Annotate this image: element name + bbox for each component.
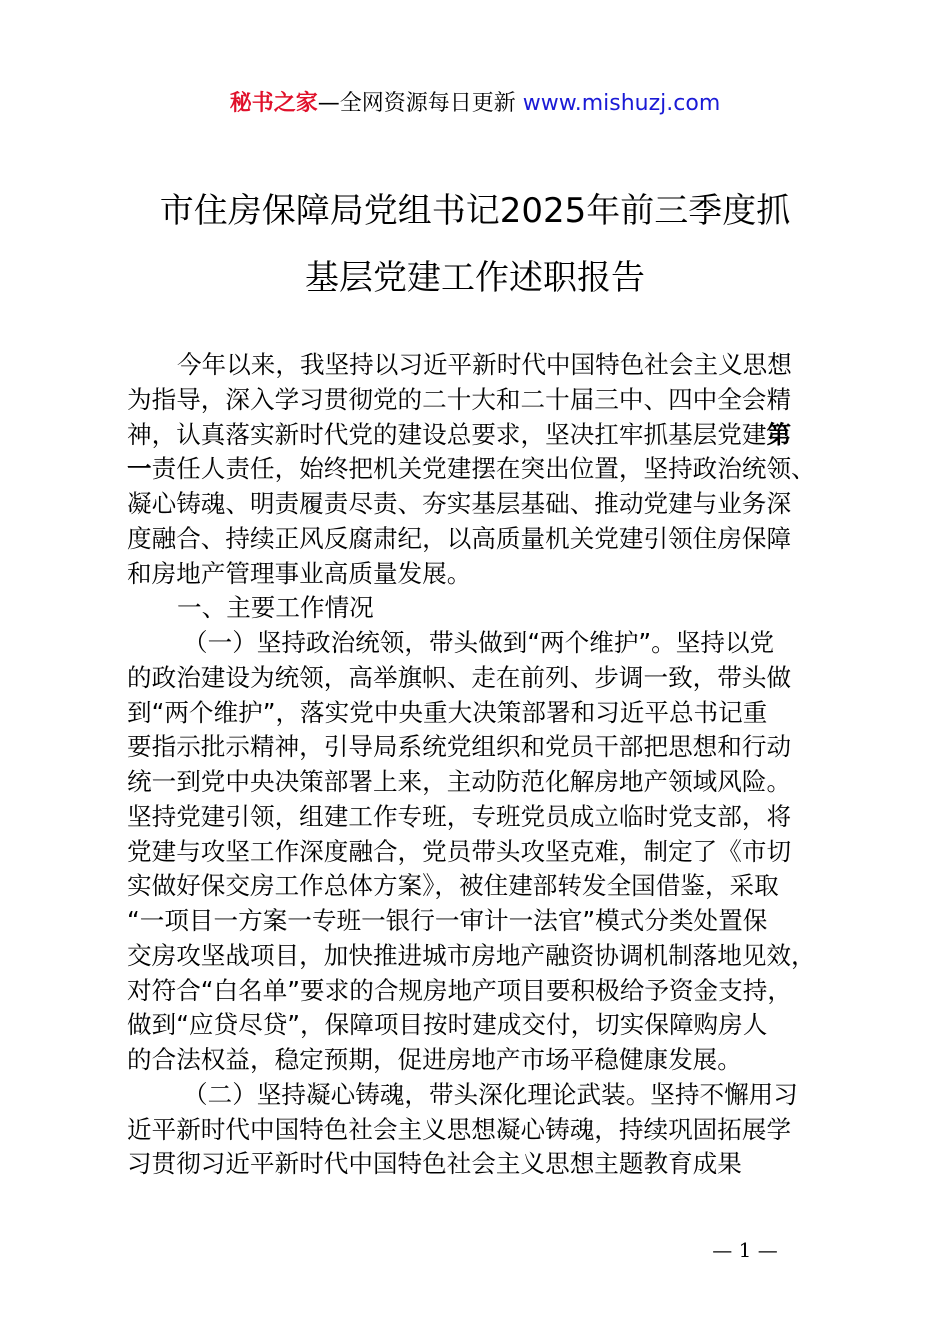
text-line: 交房攻坚战项目，加快推进城市房地产融资协调机制落地见效， <box>127 940 816 970</box>
document-title-line1: 市住房保障局党组书记2025年前三季度抓 <box>159 191 791 231</box>
text-line: 习贯彻习近平新时代中国特色社会主义思想主题教育成果 <box>127 1149 742 1179</box>
text-line: 坚持党建引领，组建工作专班，专班党员成立临时党支部，将 <box>127 801 792 831</box>
text-line <box>127 452 837 487</box>
text-line: 要指示批示精神，引导局系统党组织和党员干部把思想和行动 <box>127 732 792 762</box>
text-line: 凝心铸魂、明责履责尽责、夯实基层基础、推动党建与业务深 <box>127 489 792 518</box>
text-line: 实做好保交房工作总体方案》，被住建部转发全国借鉴，采取 <box>127 871 779 901</box>
text-line: “一项目一方案一专班一银行一审计一法官”模式分类处置保 <box>127 906 768 935</box>
text-segment: 责任人责任，始终把机关党建摆在突出位置，坚持政治统领、 <box>151 454 816 484</box>
subsection-heading: （二）坚持凝心铸魂，带头深化理论武装。坚持不懈用习 <box>183 1079 798 1109</box>
slogan: —全网资源每日更新 <box>317 91 523 116</box>
document-body <box>127 348 837 1182</box>
text-line: 对符合“白名单”要求的合规房地产项目要积极给予资金支持， <box>127 975 792 1005</box>
text-segment: 神，认真落实新时代党的建设总要求，坚决扛牢抓基层党建 <box>127 419 767 449</box>
text-line: 为指导，深入学习贯彻党的二十大和二十届三中、四中全会精 <box>127 384 792 414</box>
brand-name: 秘书之家 <box>229 91 318 116</box>
text-line: 统一到党中央决策部署上来，主动防范化解房地产领域风险。 <box>127 767 792 796</box>
text-line <box>127 418 837 453</box>
bold-text: 第 <box>766 419 792 449</box>
text-line: 和房地产管理事业高质量发展。 <box>127 558 472 588</box>
text-line: 的合法权益，稳定预期，促进房地产市场平稳健康发展。 <box>127 1045 742 1074</box>
bold-text: 一 <box>127 454 152 484</box>
text-line: 今年以来，我坚持以习近平新时代中国特色社会主义思想 <box>177 350 792 379</box>
text-line: 到“两个维护”，落实党中央重大决策部署和习近平总书记重 <box>127 697 768 727</box>
section-heading: 一、主要工作情况 <box>177 593 374 623</box>
text-line: 做到“应贷尽贷”，保障项目按时建成交付，切实保障购房人 <box>127 1010 768 1040</box>
text-line: 近平新时代中国特色社会主义思想凝心铸魂，持续巩固拓展学 <box>127 1114 792 1144</box>
document-title-line2: 基层党建工作述职报告 <box>305 258 645 298</box>
site-link[interactable]: www.mishuzj.com <box>522 91 721 116</box>
text-line: 度融合、持续正风反腐肃纪，以高质量机关党建引领住房保障 <box>127 523 792 553</box>
site-header <box>0 88 950 120</box>
page-number: — 1 — <box>712 1238 778 1262</box>
subsection-heading: （一）坚持政治统领，带头做到“两个维护”。坚持以党 <box>183 628 775 657</box>
text-line: 的政治建设为统领，高举旗帜、走在前列、步调一致，带头做 <box>127 662 792 692</box>
text-line: 党建与攻坚工作深度融合，党员带头攻坚克难，制定了《市切 <box>127 836 792 866</box>
